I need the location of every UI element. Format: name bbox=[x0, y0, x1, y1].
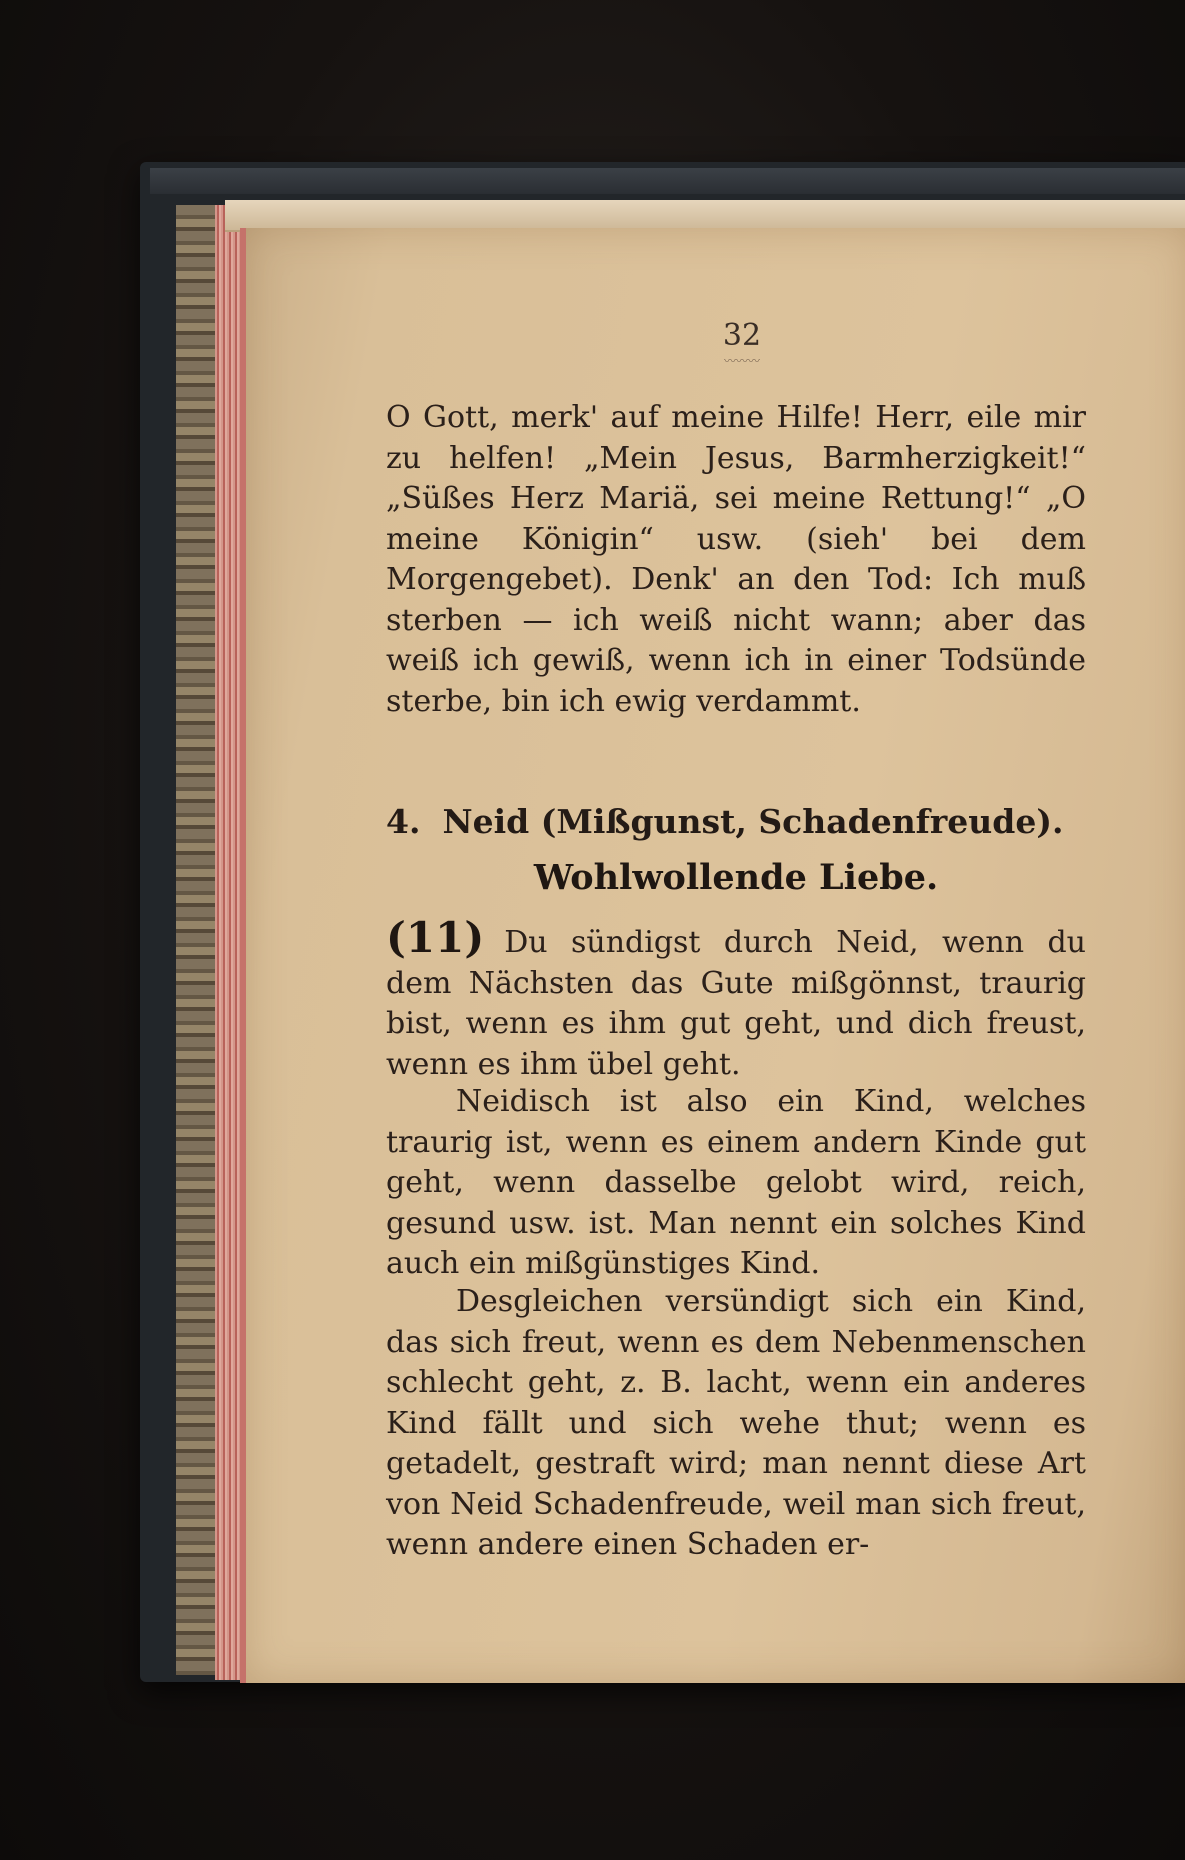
section-heading bbox=[386, 800, 1086, 844]
section-number: 4. bbox=[386, 802, 421, 841]
section-subtitle: Wohlwollende Liebe. bbox=[533, 857, 939, 898]
paragraph-envy-text: Du sündigst durch Neid, wenn du dem Nächsten das Gute mißgönnst, traurig bist, wenn es ihm gut geht, und dich freust, wenn es ihm übel geht. bbox=[386, 925, 1086, 1082]
book-cover-top-edge bbox=[150, 168, 1185, 194]
paragraph-schadenfreude: Desgleichen versündigt sich ein Kind, das sich freut, wenn es dem Nebenmenschen schlecht geht, z. B. lacht, wenn ein anderes Kind fällt und sich wehe thut; wenn es getadelt, gestraft wird; man nennt diese Art von Neid Schadenfreude, weil man sich freut, wenn andere einen Schaden er- bbox=[386, 1284, 1086, 1562]
paragraph-envy-definition bbox=[386, 913, 1086, 1085]
paragraph-prayer: O Gott, merk' auf meine Hilfe! Herr, eile mir zu helfen! „Mein Jesus, Barmherzigkeit!“ „Süßes Herz Mariä, sei meine Rettung!“ „O meine Königin“ usw. (sieh' bei dem Morgengebet). Denk' an den Tod: Ich muß sterben — ich weiß nicht wann; aber das weiß ich gewiß, wenn ich in einer Todsünde sterbe, bin ich ewig verdammt. bbox=[386, 400, 1086, 719]
page-number-ornament: 〰〰〰 bbox=[723, 355, 760, 367]
section-title: Neid (Mißgunst, Schadenfreude). bbox=[442, 802, 1064, 841]
page-number: 32 bbox=[722, 318, 762, 353]
paragraph-number: (11) bbox=[386, 913, 485, 962]
paragraph-envious-child: Neidisch ist also ein Kind, welches traurig ist, wenn es einem andern Kinde gut geht, wenn dasselbe gelobt wird, reich, gesund usw. ist. Man nennt ein solches Kind auch ein mißgünstiges Kind. bbox=[386, 1084, 1086, 1281]
